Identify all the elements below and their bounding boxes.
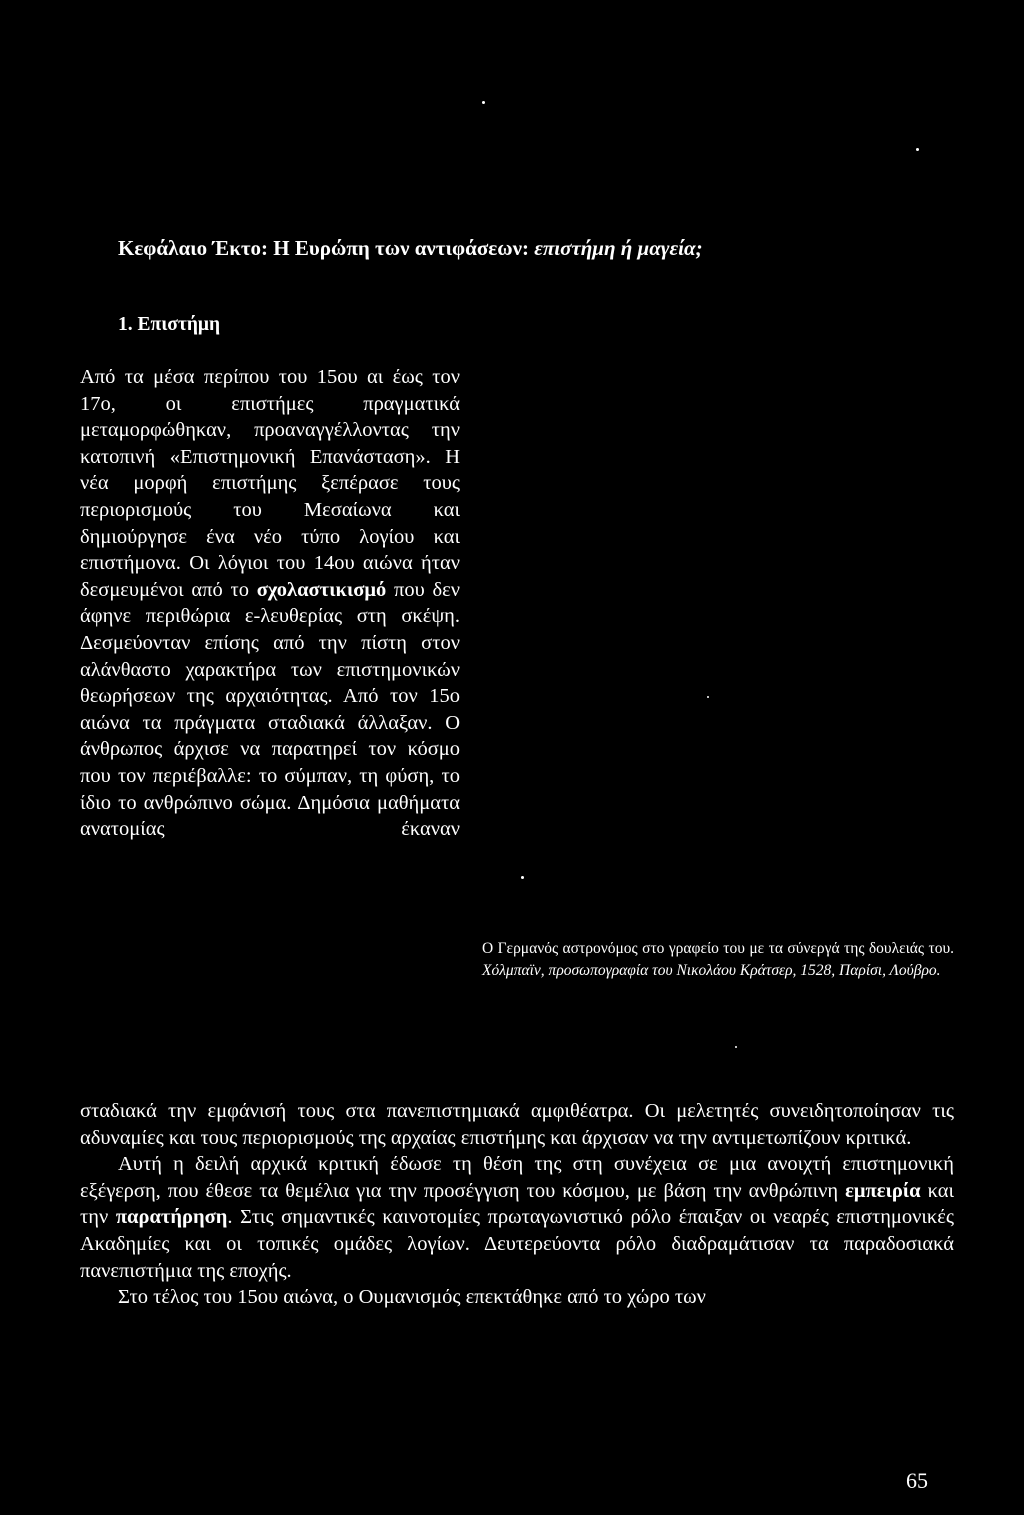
chapter-title-italic: επιστήμη ή μαγεία; [534,236,703,260]
paragraph-critique [80,1151,954,1284]
term-scholasticism: σχολαστικισμό [256,578,387,601]
chapter-title [118,236,958,261]
paragraph-critique-part-b: και την [80,1179,954,1229]
chapter-title-main: Κεφάλαιο Έκτο: Η Ευρώπη των αντιφάσεων: [118,236,529,260]
caption-text: Ο Γερμανός αστρονόμος στο γραφείο του με τα σύνεργά της δουλειάς του. [482,940,954,957]
scan-speck [916,148,919,151]
column-text-after-term: που δεν άφηνε περιθώρια ε-λευθερίας στη σκέψη. Δεσμεύονταν επίσης από την πίστη στον αλάνθαστο χαρακτήρα των επιστημονικών θεωρήσεων της αρχαιότητας. Από τον 15ο αιώνα τα πράγματα σταδιακά άλλαξαν. Ο άνθρωπος άρχισε να παρατηρεί τον κόσμο που τον περιέβαλλε: το σύμπαν, τη φύση, το ίδιο το ανθρώπινο σώμα. Δημόσια μαθήματα ανατομίας έκαναν [80,578,460,841]
caption-credit: Χόλμπαϊν, προσωπογραφία του Νικολάου Κράτσερ, 1528, Παρίσι, Λούβρο. [482,961,941,979]
scan-speck [707,696,709,698]
scan-speck [482,101,485,104]
body-text [80,1098,954,1311]
scan-speck [735,1046,737,1048]
page-number: 65 [906,1468,928,1493]
paragraph-critique-part-c: . Στις σημαντικές καινοτομίες πρωταγωνιστικό ρόλο έπαιξαν οι νεαρές επιστημονικές Ακαδημίες και οι τοπικές ομάδες λογίων. Δευτερεύοντα ρόλο διαδραμάτισαν τα παραδοσιακά πανεπιστήμια της εποχής. [80,1206,954,1282]
column-paragraph [80,364,460,843]
paragraph-critique-part-a: Αυτή η δειλή αρχικά κριτική έδωσε τη θέση της στη συνέχεια σε μια ανοιχτή επιστημονική εξέγερση, που έθεσε τα θεμέλια για την προσέγγιση του κόσμου, με βάση την ανθρώπινη [80,1153,954,1202]
term-experience: εμπειρία [845,1179,921,1202]
section-heading: 1. Επιστήμη [118,314,221,335]
paragraph-humanism: Στο τέλος του 15ου αιώνα, ο Ουμανισμός επεκτάθηκε από το χώρο των [118,1286,706,1309]
paragraph-continuation: σταδιακά την εμφάνισή τους στα πανεπιστημιακά αμφιθέατρα. Οι μελετητές συνειδητοποίησαν τις αδυναμίες και τους περιορισμούς της αρχαίας επιστήμης και άρχισαν να την αντιμετωπίζουν κριτικά. [80,1100,954,1149]
scan-speck [521,876,524,879]
column-text-before-term: Από τα μέσα περίπου του 15ου αι έως τον 17ο, οι επιστήμες πραγματικά μεταμορφώθηκαν, προαναγγέλλοντας την κατοπινή «Επιστημονική Επανάσταση». Η νέα μορφή επιστήμης ξεπέρασε τους περιορισμούς του Μεσαίωνα και δημιούργησε ένα νέο τύπο λογίου και επιστήμονα. Οι λόγιοι του 14ου αιώνα ήταν δεσμευμένοι από το [80,366,460,601]
term-observation: παρατήρηση [115,1206,228,1229]
image-caption [482,938,954,981]
